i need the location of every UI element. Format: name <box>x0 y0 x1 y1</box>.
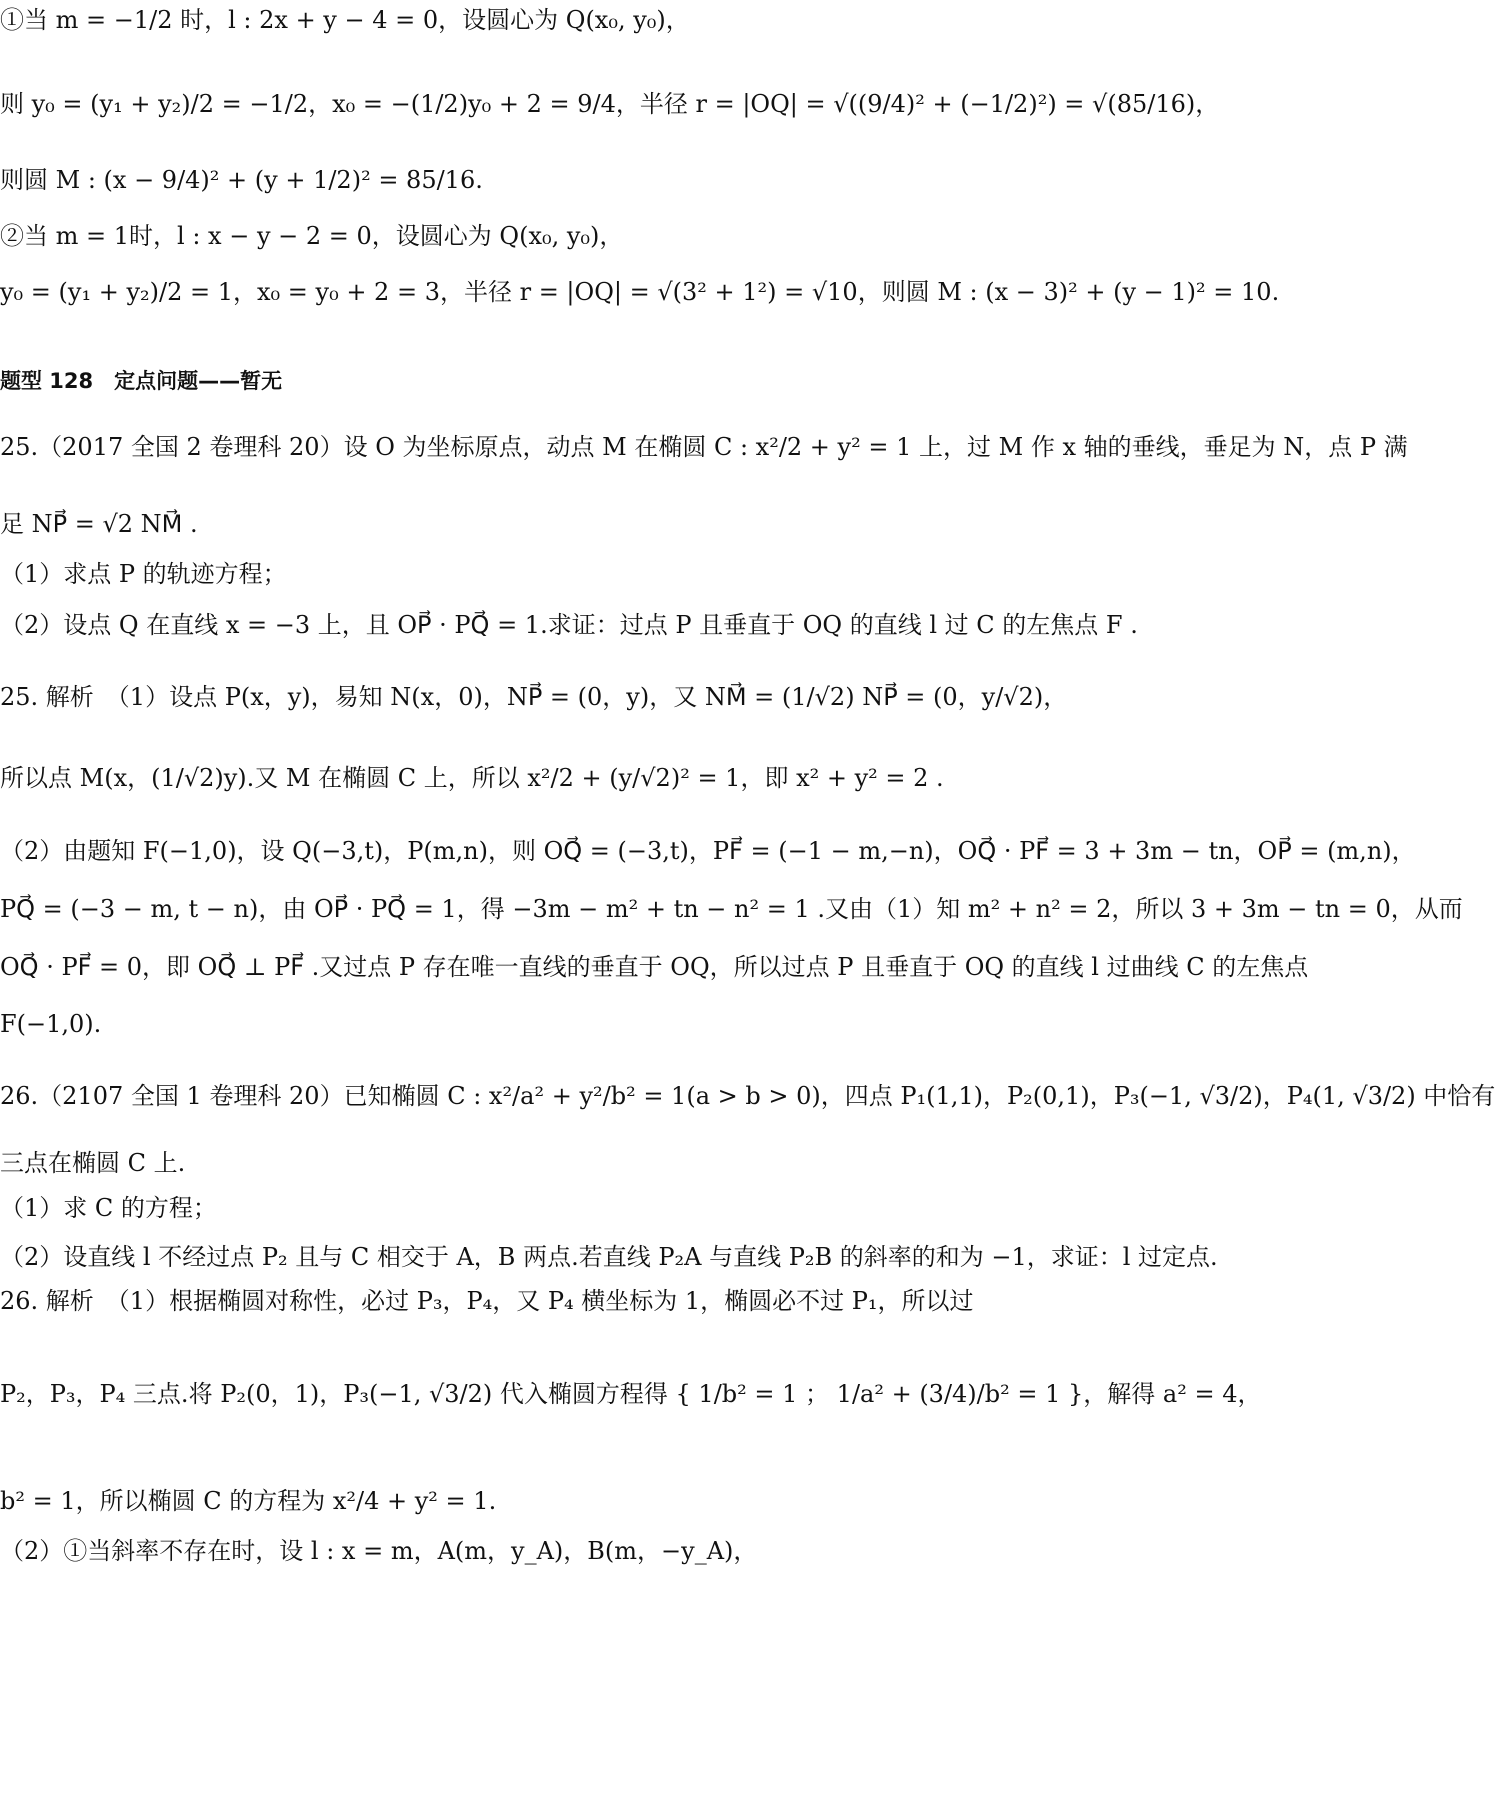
text-line: （2）设直线 l 不经过点 P₂ 且与 C 相交于 A，B 两点.若直线 P₂A 与直线 P₂B 的斜率的和为 −1，求证：l 过定点. <box>0 1243 1218 1271</box>
problem-statement: 25.（2017 全国 2 卷理科 20）设 O 为坐标原点，动点 M 在椭圆 C : x²/2 + y² = 1 上，过 M 作 x 轴的垂线，垂足为 N，点 P 满 <box>0 433 1408 461</box>
text-line: OQ⃗ · PF⃗ = 0，即 OQ⃗ ⊥ PF⃗ .又过点 P 存在唯一直线的垂直于 OQ，所以过点 P 且垂直于 OQ 的直线 l 过曲线 C 的左焦点 <box>0 953 1309 981</box>
text-line: （2）①当斜率不存在时，设 l : x = m，A(m，y_A)，B(m，−y_A)， <box>0 1537 758 1565</box>
solution-heading: 25. 解析 （1）设点 P(x，y)，易知 N(x，0)，NP⃗ = (0，y)，又 NM⃗ = (1/√2) NP⃗ = (0，y/√2)， <box>0 683 1068 711</box>
text-line: （2）设点 Q 在直线 x = −3 上，且 OP⃗ · PQ⃗ = 1.求证：过点 P 且垂直于 OQ 的直线 l 过 C 的左焦点 F . <box>0 611 1138 639</box>
section-heading: 题型 128 定点问题——暂无 <box>0 369 283 393</box>
solution-heading: 26. 解析 （1）根据椭圆对称性，必过 P₃，P₄，又 P₄ 横坐标为 1，椭圆必不过 P₁，所以过 <box>0 1287 974 1315</box>
text-line: 三点在椭圆 C 上. <box>0 1149 186 1177</box>
text-line: P₂，P₃，P₄ 三点.将 P₂(0，1)，P₃(−1, √3/2) 代入椭圆方程得 { 1/b² = 1 ； 1/a² + (3/4)/b² = 1 }，解得 a² = 4， <box>0 1380 1262 1408</box>
text-line: y₀ = (y₁ + y₂)/2 = 1，x₀ = y₀ + 2 = 3，半径 r = |OQ| = √(3² + 1²) = √10，则圆 M : (x − 3)² + (y − 1)² = 10. <box>0 278 1280 306</box>
text-line: （2）由题知 F(−1,0)，设 Q(−3,t)，P(m,n)，则 OQ⃗ = (−3,t)，PF⃗ = (−1 − m,−n)，OQ⃗ · PF⃗ = 3 + 3m − tn，OP⃗ = (m,n)， <box>0 837 1416 865</box>
text-line: （1）求 C 的方程； <box>0 1194 217 1222</box>
text-line: 则圆 M : (x − 9/4)² + (y + 1/2)² = 85/16. <box>0 166 483 194</box>
text-line: 则 y₀ = (y₁ + y₂)/2 = −1/2，x₀ = −(1/2)y₀ + 2 = 9/4，半径 r = |OQ| = √((9/4)² + (−1/2)²) = √(85/16)， <box>0 90 1220 118</box>
problem-statement: 26.（2107 全国 1 卷理科 20）已知椭圆 C : x²/a² + y²/b² = 1(a > b > 0)，四点 P₁(1,1)，P₂(0,1)，P₃(−1, √3/2)，P₄(1, √3/2) 中恰有 <box>0 1082 1495 1110</box>
text-line: 所以点 M(x，(1/√2)y).又 M 在椭圆 C 上，所以 x²/2 + (y/√2)² = 1，即 x² + y² = 2 . <box>0 764 944 792</box>
text-line: ②当 m = 1时，l : x − y − 2 = 0，设圆心为 Q(x₀, y₀)， <box>0 222 624 250</box>
text-line: F(−1,0). <box>0 1010 102 1038</box>
text-line: ①当 m = −1/2 时，l : 2x + y − 4 = 0，设圆心为 Q(x₀, y₀)， <box>0 6 690 34</box>
text-line: （1）求点 P 的轨迹方程； <box>0 560 287 588</box>
text-line: 足 NP⃗ = √2 NM⃗ . <box>0 510 198 538</box>
text-line: PQ⃗ = (−3 − m, t − n)，由 OP⃗ · PQ⃗ = 1，得 −3m − m² + tn − n² = 1 .又由（1）知 m² + n² = 2，所以 3 + 3m − tn = 0，从而 <box>0 895 1463 923</box>
text-line: b² = 1，所以椭圆 C 的方程为 x²/4 + y² = 1. <box>0 1487 497 1515</box>
